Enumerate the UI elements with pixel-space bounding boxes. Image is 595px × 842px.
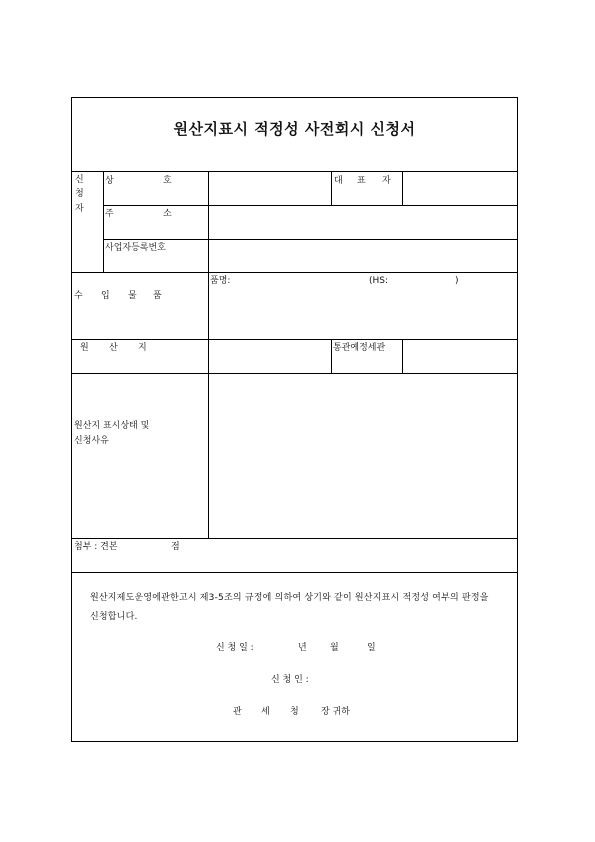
applicant-label-char: 청 (75, 189, 84, 199)
address-label-char: 소 (163, 209, 172, 219)
hs-code-label: (HS: (369, 276, 389, 286)
divider (331, 339, 332, 373)
customs-office-label: 통관예정세관 (333, 343, 386, 353)
hs-code-field[interactable] (392, 274, 452, 288)
addressee-char: 청 (290, 707, 299, 717)
company-name-field[interactable] (209, 172, 330, 205)
divider (331, 171, 332, 205)
divider (72, 538, 517, 539)
origin-label-char: 산 (109, 343, 118, 353)
divider (72, 572, 517, 573)
item-name-field[interactable] (232, 274, 362, 338)
applicant-label: 신 청 인 : (271, 675, 309, 685)
address-label-char: 주 (105, 209, 114, 219)
addressee-char: 장 귀하 (321, 707, 350, 717)
item-name-label: 품명: (210, 276, 231, 286)
status-reason-label: 원산지 표시상태 및 (74, 421, 150, 431)
representative-field[interactable] (403, 172, 516, 205)
customs-office-field[interactable] (403, 340, 516, 373)
import-goods-label-char: 수 (74, 291, 83, 301)
application-form (71, 97, 518, 742)
applicant-signature-field[interactable] (322, 673, 472, 687)
attachment-label: 첨부 : 견본 (74, 542, 118, 552)
hs-code-close: ) (455, 276, 459, 286)
application-date-label: 신 청 일 : (216, 643, 254, 653)
business-reg-field[interactable] (209, 240, 516, 272)
attachment-unit: 점 (171, 542, 180, 552)
origin-field[interactable] (209, 340, 330, 373)
representative-label-char: 표 (357, 176, 366, 186)
origin-label-char: 원 (80, 343, 89, 353)
applicant-label-char: 자 (75, 204, 84, 214)
declaration-text: 원산지제도운영에관한고시 제3-5조의 규정에 의하여 상기와 같이 원산지표시 적정성 여부의 판정을 신청합니다. (90, 593, 489, 622)
divider (103, 171, 104, 272)
company-label-char: 호 (163, 176, 172, 186)
company-label-char: 상 (105, 176, 114, 186)
day-label: 일 (367, 643, 376, 653)
status-reason-field[interactable] (209, 374, 516, 537)
origin-label-char: 지 (138, 343, 147, 353)
import-goods-label-char: 입 (101, 291, 110, 301)
year-label: 년 (298, 643, 307, 653)
business-reg-label: 사업자등록번호 (105, 243, 166, 253)
representative-label-char: 자 (382, 176, 391, 186)
address-field[interactable] (209, 206, 516, 239)
status-reason-label: 신청사유 (74, 436, 109, 446)
representative-label-char: 대 (334, 176, 343, 186)
import-goods-label-char: 품 (153, 291, 162, 301)
divider (72, 272, 517, 273)
applicant-label-char: 신 (75, 175, 84, 185)
month-label: 월 (330, 643, 339, 653)
form-title: 원산지표시 적정성 사전회시 신청서 (173, 120, 416, 138)
sample-count-field[interactable] (122, 540, 167, 554)
addressee-char: 관 (233, 707, 242, 717)
addressee-char: 세 (261, 707, 270, 717)
import-goods-label-char: 물 (128, 291, 137, 301)
